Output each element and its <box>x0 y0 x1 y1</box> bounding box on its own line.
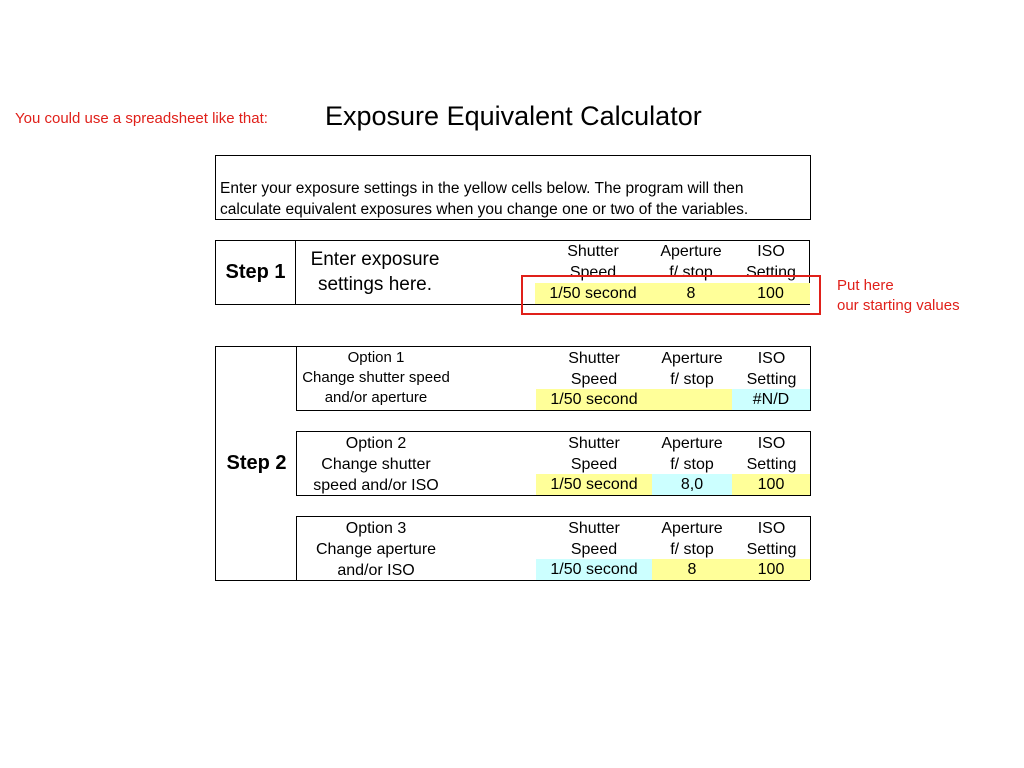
step1-desc-line-2: settings here. <box>317 274 433 295</box>
iso-header-line-2: Setting <box>746 264 796 281</box>
option-1-aperture-header-line-2: f/ stop <box>670 371 714 388</box>
option-1-aperture-header-line-1: Aperture <box>661 350 723 367</box>
aperture-header-line-2: f/ stop <box>669 264 713 281</box>
option-2-iso-header-line-2: Setting <box>746 456 797 473</box>
option-3-iso-header-line-2: Setting <box>746 541 797 558</box>
option-2-row <box>296 431 811 496</box>
option-2-shutter-cell[interactable]: 1/50 second <box>536 474 652 495</box>
option-2-iso-cell[interactable]: 100 <box>732 474 810 495</box>
option-3-shutter-cell: 1/50 second <box>536 559 652 580</box>
option-1-shutter-header-line-2: Speed <box>570 371 618 388</box>
option-1-shutter-header <box>536 348 652 390</box>
option-3-title: Option 3 <box>345 520 407 537</box>
option-1-row <box>296 346 811 411</box>
option-1-description <box>297 348 455 408</box>
option-3-shutter-header-line-2: Speed <box>570 541 618 558</box>
instructions-line-2: calculate equivalent exposures when you change one or two of the variables. <box>220 201 749 218</box>
instructions-line-1: Enter your exposure settings in the yellow cells below. The program will then <box>220 180 744 197</box>
option-3-aperture-header <box>652 518 732 560</box>
option-2-iso-header-line-1: ISO <box>757 435 786 452</box>
option-1-iso-cell: #N/D <box>732 389 810 410</box>
option-2-description <box>297 433 455 496</box>
option-2-title: Option 2 <box>345 435 407 452</box>
option-1-aperture-header <box>652 348 732 390</box>
aperture-header-line-1: Aperture <box>660 243 722 260</box>
step2-label: Step 2 <box>226 452 287 474</box>
instructions-box <box>215 155 811 220</box>
option-1-iso-header <box>732 348 811 390</box>
option-3-aperture-header-line-1: Aperture <box>661 520 723 537</box>
option-2-shutter-header-line-1: Shutter <box>568 435 620 452</box>
option-3-desc-line-2: Change aperture <box>315 541 437 558</box>
option-2-aperture-cell: 8,0 <box>652 474 732 495</box>
option-3-shutter-header-line-1: Shutter <box>568 520 620 537</box>
side-note: You could use a spreadsheet like that: <box>15 110 268 127</box>
option-1-shutter-header-line-1: Shutter <box>568 350 620 367</box>
option-1-aperture-cell[interactable] <box>652 389 732 410</box>
option-3-desc-line-3: and/or ISO <box>337 562 415 579</box>
option-3-iso-header <box>732 518 811 560</box>
step1-label: Step 1 <box>216 241 296 304</box>
option-2-shutter-header-line-2: Speed <box>570 456 618 473</box>
option-2-aperture-header-line-1: Aperture <box>661 435 723 452</box>
annotation-line-1: Put here <box>837 277 894 294</box>
option-1-title: Option 1 <box>347 349 405 366</box>
option-1-iso-header-line-1: ISO <box>757 350 786 367</box>
option-3-aperture-cell[interactable]: 8 <box>652 559 732 580</box>
option-1-shutter-cell[interactable]: 1/50 second <box>536 389 652 410</box>
shutter-header-line-1: Shutter <box>567 243 619 260</box>
option-1-desc-line-3: and/or aperture <box>324 389 428 406</box>
step2-block <box>215 346 810 581</box>
option-2-aperture-header <box>652 433 732 475</box>
option-2-desc-line-3: speed and/or ISO <box>313 477 439 494</box>
option-3-row <box>296 516 811 580</box>
option-1-desc-line-2: Change shutter speed <box>302 369 450 386</box>
step1-desc-line-1: Enter exposure <box>310 249 440 270</box>
step1-description <box>296 247 454 297</box>
annotation-note <box>837 276 960 316</box>
option-3-iso-cell[interactable]: 100 <box>732 559 810 580</box>
step1-aperture-cell[interactable]: 8 <box>651 283 731 304</box>
option-3-shutter-header <box>536 518 652 560</box>
shutter-header-line-2: Speed <box>569 264 617 281</box>
option-3-description <box>297 518 455 581</box>
option-3-aperture-header-line-2: f/ stop <box>670 541 714 558</box>
option-2-aperture-header-line-2: f/ stop <box>670 456 714 473</box>
highlight-rectangle <box>521 275 821 315</box>
iso-header-line-1: ISO <box>757 243 785 260</box>
option-2-shutter-header <box>536 433 652 475</box>
option-2-desc-line-2: Change shutter <box>321 456 431 473</box>
option-3-iso-header-line-1: ISO <box>757 520 786 537</box>
step1-shutter-cell[interactable]: 1/50 second <box>535 283 651 304</box>
annotation-line-2: our starting values <box>837 297 960 314</box>
page-title: Exposure Equivalent Calculator <box>325 101 702 131</box>
option-2-iso-header <box>732 433 811 475</box>
option-1-iso-header-line-2: Setting <box>746 371 797 388</box>
step1-iso-cell[interactable]: 100 <box>731 283 810 304</box>
